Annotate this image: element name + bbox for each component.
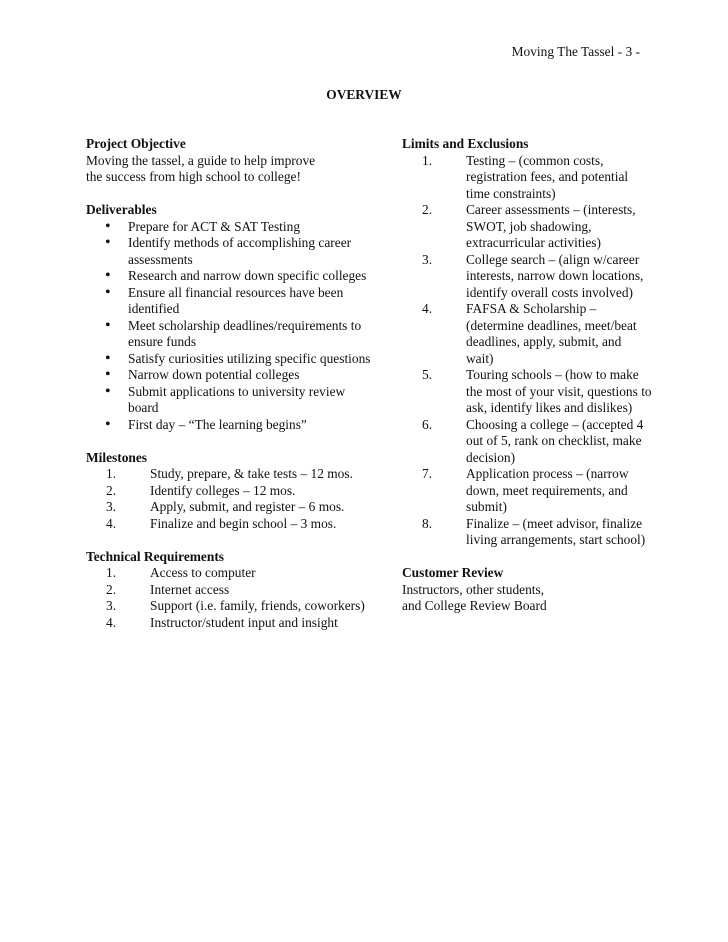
- item-number: 2.: [422, 202, 433, 217]
- list-item: [86, 582, 380, 599]
- list-item: [402, 252, 652, 302]
- technical-requirements-heading: Technical Requirements: [86, 548, 224, 564]
- project-objective-text: the success from high school to college!: [86, 169, 301, 184]
- list-item: [86, 466, 380, 483]
- item-number: 7.: [422, 466, 433, 481]
- deliverables-list: [86, 219, 376, 434]
- item-number: 5.: [422, 367, 433, 382]
- list-item: [402, 153, 652, 203]
- list-item: [86, 483, 380, 500]
- technical-requirements-list: [86, 565, 376, 631]
- list-item: [402, 417, 652, 467]
- item-text: Testing – (common costs, registration fees, and potential time constraints): [466, 152, 629, 201]
- milestones-section: [86, 450, 376, 533]
- item-text: College search – (align w/career interests, narrow down locations, identify overall costs involved): [466, 251, 644, 300]
- list-item: • Submit applications to university review board: [86, 384, 376, 417]
- deliverables-heading: Deliverables: [86, 202, 157, 217]
- list-item: • Research and narrow down specific colleges: [86, 268, 376, 285]
- item-number: 6.: [422, 416, 433, 432]
- list-item: [86, 565, 380, 582]
- item-number: 1.: [106, 466, 117, 481]
- right-column: [402, 136, 652, 615]
- item-number: 3.: [422, 251, 433, 267]
- item-text: Support (i.e. family, friends, coworkers): [150, 598, 365, 613]
- list-item: [86, 598, 380, 615]
- item-number: 3.: [106, 499, 117, 514]
- item-number: 4.: [106, 515, 117, 531]
- item-number: 2.: [106, 482, 117, 498]
- milestones-list: [86, 466, 376, 532]
- list-item: [86, 499, 380, 516]
- list-item: • Narrow down potential colleges: [86, 367, 376, 384]
- item-text: Identify colleges – 12 mos.: [150, 482, 296, 498]
- list-item: • First day – “The learning begins”: [86, 417, 376, 434]
- left-column: [86, 136, 376, 631]
- item-number: 1.: [422, 152, 433, 168]
- page-header: Moving The Tassel - 3 -: [511, 44, 640, 59]
- list-item: [402, 301, 652, 367]
- customer-review-text: Instructors, other students,: [402, 581, 545, 597]
- customer-review-text: and College Review Board: [402, 598, 547, 613]
- list-item: [402, 466, 652, 516]
- list-item: [86, 615, 380, 632]
- page-title: OVERVIEW: [326, 87, 402, 102]
- item-text: Career assessments – (interests, SWOT, job shadowing, extracurricular activities): [466, 202, 636, 250]
- limits-exclusions-list: [402, 153, 652, 549]
- item-text: Instructor/student input and insight: [150, 614, 338, 630]
- item-number: 2.: [106, 581, 117, 597]
- list-item: • Meet scholarship deadlines/requirements to ensure funds: [86, 318, 376, 351]
- item-text: Study, prepare, & take tests – 12 mos.: [150, 466, 353, 481]
- deliverables-section: [86, 202, 376, 433]
- limits-exclusions-section: [402, 136, 652, 549]
- customer-review-section: [402, 565, 652, 615]
- item-text: Finalize – (meet advisor, finalize living arrangements, start school): [466, 515, 646, 547]
- item-number: 8.: [422, 515, 433, 531]
- technical-requirements-section: [86, 549, 376, 632]
- item-text: Apply, submit, and register – 6 mos.: [150, 499, 345, 514]
- list-item: • Prepare for ACT & SAT Testing: [86, 219, 376, 236]
- item-text: FAFSA & Scholarship – (determine deadlines, meet/beat deadlines, apply, submit, and wait): [466, 301, 637, 366]
- item-number: 4.: [106, 614, 117, 630]
- list-item: [86, 516, 380, 533]
- milestones-heading: Milestones: [86, 449, 147, 465]
- item-number: 1.: [106, 565, 117, 580]
- item-text: Finalize and begin school – 3 mos.: [150, 515, 337, 531]
- list-item: [402, 367, 652, 417]
- project-objective-section: [86, 136, 376, 186]
- item-text: Choosing a college – (accepted 4 out of 5, rank on checklist, make decision): [466, 416, 644, 465]
- list-item: • Ensure all financial resources have been identified: [86, 285, 376, 318]
- list-item: [402, 202, 652, 252]
- item-number: 3.: [106, 598, 117, 613]
- item-text: Application process – (narrow down, meet requirements, and submit): [466, 466, 629, 514]
- item-text: Access to computer: [150, 565, 256, 580]
- customer-review-heading: Customer Review: [402, 565, 504, 580]
- item-number: 4.: [422, 301, 433, 316]
- item-text: Touring schools – (how to make the most of your visit, questions to ask, identify likes and dislikes): [466, 367, 652, 415]
- list-item: [402, 516, 652, 549]
- project-objective-text: Moving the tassel, a guide to help improve: [86, 152, 316, 168]
- list-item: • Satisfy curiosities utilizing specific questions: [86, 351, 376, 368]
- item-text: Internet access: [150, 581, 230, 597]
- list-item: • Identify methods of accomplishing career assessments: [86, 235, 376, 268]
- project-objective-heading: Project Objective: [86, 136, 186, 151]
- limits-exclusions-heading: Limits and Exclusions: [402, 136, 529, 151]
